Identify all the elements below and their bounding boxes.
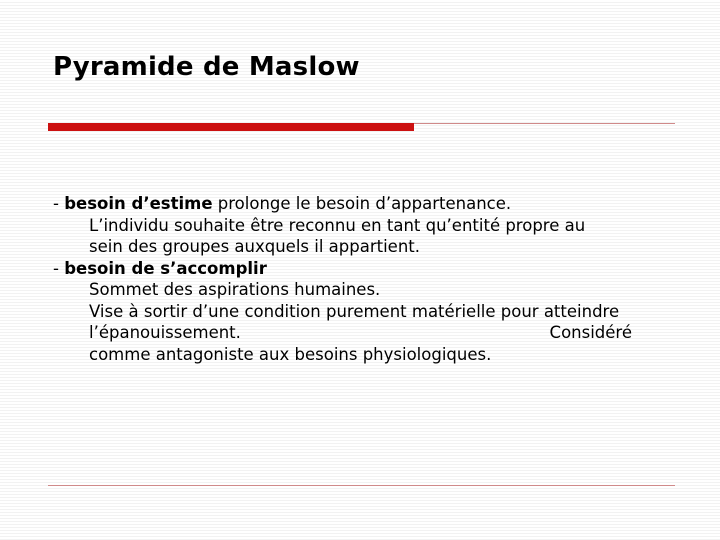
paragraph-2-line-4 bbox=[53, 322, 683, 344]
term-besoin-estime: besoin d’estime bbox=[64, 194, 213, 213]
paragraph-1-text: prolonge le besoin d’appartenance. bbox=[212, 194, 512, 213]
paragraph-2-line-4-right: Considéré bbox=[549, 323, 632, 342]
term-besoin-accomplir: besoin de s’accomplir bbox=[64, 258, 267, 278]
bullet-dash: - bbox=[53, 258, 65, 278]
slide-title: Pyramide de Maslow bbox=[53, 52, 360, 82]
title-underline-thin-rule bbox=[414, 123, 675, 124]
paragraph-1-line-1 bbox=[53, 193, 683, 215]
paragraph-2-line-3: Vise à sortir d’une condition purement matérielle pour atteindre bbox=[89, 301, 620, 321]
paragraph-1-line-3: sein des groupes auxquels il appartient. bbox=[89, 237, 420, 256]
bottom-rule bbox=[48, 485, 675, 486]
paragraph-2-line-4-left: l’épanouissement. bbox=[89, 323, 241, 342]
bullet-dash: - bbox=[53, 194, 65, 213]
paragraph-2-line-1 bbox=[53, 258, 683, 280]
slide-body bbox=[53, 193, 683, 365]
paragraph-2-line-5: comme antagoniste aux besoins physiologiques. bbox=[89, 344, 492, 364]
paragraph-1-line-2: L’individu souhaite être reconnu en tant qu’entité propre au bbox=[89, 215, 586, 235]
paragraph-2-line-2: Sommet des aspirations humaines. bbox=[89, 280, 381, 299]
title-underline-red-bar bbox=[48, 123, 414, 131]
